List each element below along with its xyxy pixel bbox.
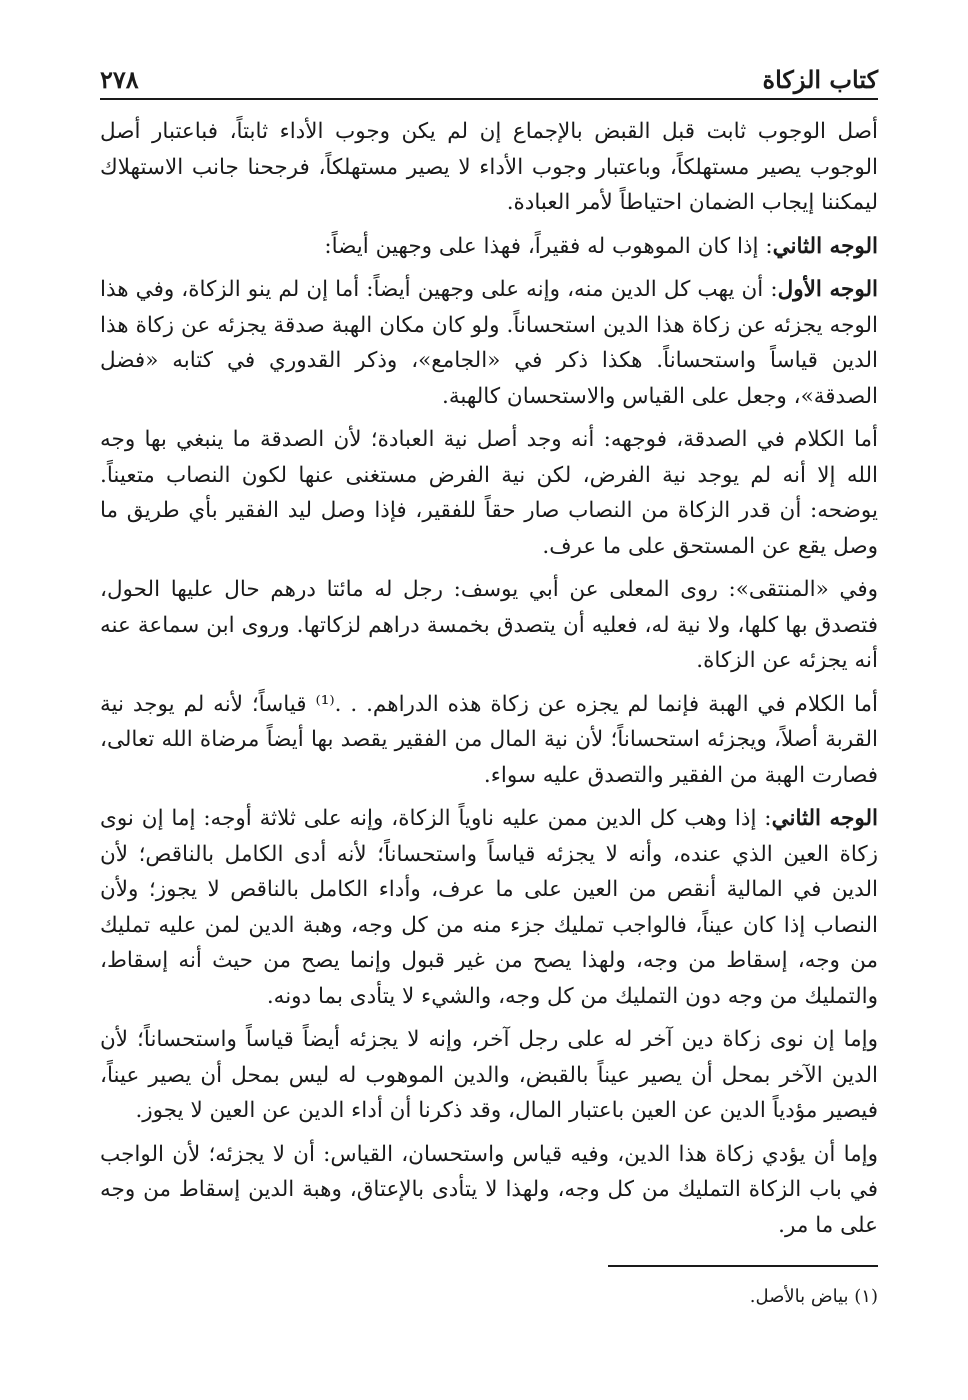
paragraph: [100, 422, 878, 564]
paragraph-text: أما الكلام في الهبة فإنما لم يجزه عن زكاة هذه الدراهم. . .⁽¹⁾ قياساً؛ لأنه لم يوجد نية القربة أصلاً، ويجزئه استحساناً؛ لأن نية المال من الفقير يقصد بها أيضاً مرضاة الله تعالى، فصارت الهبة من الفقير والتصدق عليه سواء.: [100, 691, 878, 788]
page-number: ٢٧٨: [100, 65, 139, 94]
paragraph-text: : إذا كان الموهوب له فقيراً، فهذا على وجهين أيضاً:: [324, 233, 773, 259]
paragraph: [100, 801, 878, 1014]
paragraph: [100, 572, 878, 679]
paragraph-text: وإما إن نوى زكاة دين آخر له على رجل آخر، وإنه لا يجزئه أيضاً قياساً واستحساناً؛ لأن الدين الآخر بمحل أن يصير عيناً بالقبض، والدين الموهوب له ليس بمحل أن يصير عيناً، فيصير مؤدياً الدين عن العين باعتبار المال، وقد ذكرنا أن أداء الدين عن العين لا يجوز.: [100, 1027, 878, 1123]
paragraph: [100, 687, 878, 794]
footnote-divider: [608, 1265, 878, 1267]
paragraph-text: أما الكلام في الصدقة، فوجهه: أنه وجد أصل نية العبادة؛ لأن الصدقة ما ينبغي بها وجه الله إلا أنه لم يوجد نية الفرض، لكن نية الفرض مستغنى عنها لكون النصاب متعيناً. يوضحه: أن قدر الزكاة من النصاب صار حقاً للفقير، فإذا وصل ليد الفقير بأي طريق ما وصل يقع عن المستحق على ما عرف.: [100, 427, 878, 559]
page-header: [100, 58, 878, 100]
paragraph: [100, 272, 878, 414]
footnote-marker: (١): [854, 1286, 878, 1307]
paragraph-text: : إذا وهب كل الدين ممن عليه ناوياً الزكاة، وإنه على ثلاثة أوجه: إما إن نوى زكاة العين الذي عنده، وأنه لا يجزئه قياساً واستحساناً؛ لأنه أدى الكامل بالناقص؛ لأن الدين في المالية أنقص من العين على ما عرف، وأداء الكامل بالناقص لا يجوز؛ ولأن النصاب إذا كان عيناً، فالواجب تمليك جزء منه من كل وجه، وهبة الدين لمن عليه تمليك من وجه، إسقاط من وجه، ولهذا يصح من غير قبول وإنما يصح من حيث أنه إسقاط، والتمليك من وجه دون التمليك من كل وجه، والشيء لا يتأدى بما دونه.: [100, 806, 878, 1009]
paragraph: [100, 1137, 878, 1244]
footnote-text: بياض بالأصل.: [749, 1286, 849, 1307]
paragraph: [100, 229, 878, 265]
paragraph-lead: الوجه الثاني: [771, 806, 878, 831]
paragraph-lead: الوجه الأول: [777, 277, 878, 302]
running-title: كتاب الزكاة: [762, 65, 878, 94]
paragraph-text: : أن يهب كل الدين منه، وإنه على وجهين أيضاً: أما إن لم ينو الزكاة، وفي هذا الوجه يجزئه عن زكاة هذا الدين استحساناً. ولو كان مكان الهبة صدقة يجزئه عن زكاة هذا الدين قياساً واستحساناً. هكذا ذكر في «الجامع»، وذكر القدوري في كتابه «فضل الصدقة»، وجعل على القياس والاستحسان كالهبة.: [100, 277, 878, 409]
paragraph-text: وفي «المنتقى»: روى المعلى عن أبي يوسف: رجل له مائتا درهم حال عليها الحول، فتصدق بها كلها، ولا نية له، فعليه أن يتصدق بخمسة دراهم لزكاتها. وروى ابن سماعة عنه أنه يجزئه عن الزكاة.: [100, 577, 878, 673]
paragraph-text: وإما أن يؤدي زكاة هذا الدين، وفيه قياس واستحسان، القياس: أن لا يجزئه؛ لأن الواجب في باب الزكاة التمليك من كل وجه، ولهذا لا يتأدى بالإعتاق، وهبة الدين إسقاط من وجه على ما مر.: [100, 1141, 878, 1238]
paragraph: [100, 114, 878, 221]
page: [100, 58, 878, 1311]
body-text: [100, 114, 878, 1243]
paragraph: [100, 1022, 878, 1129]
paragraph-text: أصل الوجوب ثابت قبل القبض بالإجماع إن لم يكن وجوب الأداء ثابتاً، فباعتبار أصل الوجوب يصير مستهلكاً، وباعتبار وجوب الأداء لا يصير مستهلكاً، فرجحنا جانب الاستهلاك ليمكننا إيجاب الضمان احتياطاً لأمر العبادة.: [100, 119, 878, 215]
footnote: [100, 1283, 878, 1311]
paragraph-lead: الوجه الثاني: [772, 233, 878, 259]
